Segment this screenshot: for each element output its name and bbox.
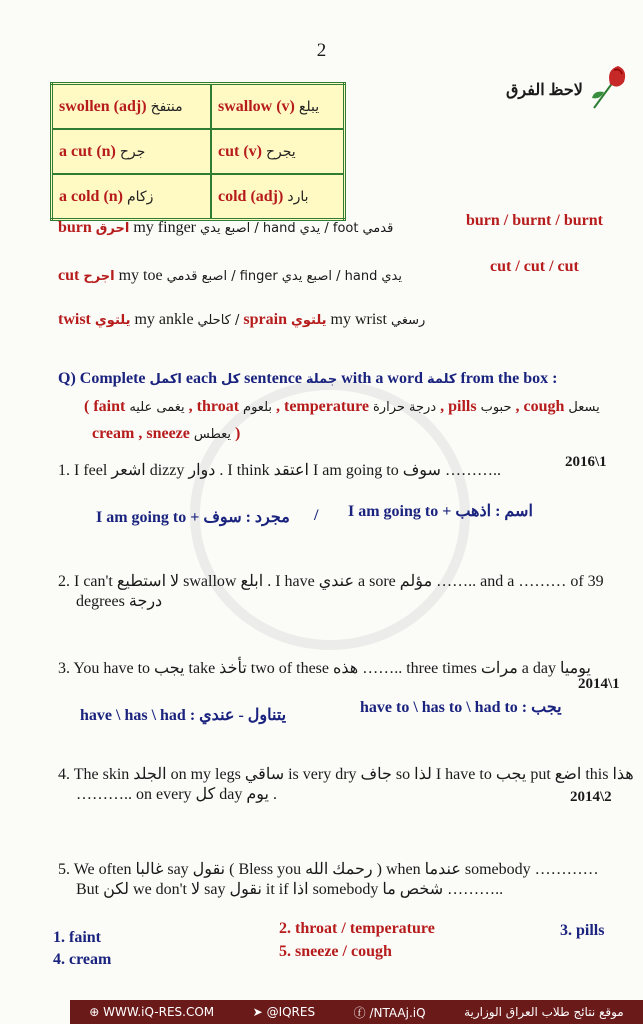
table-cell: swollen (adj) منتفخ bbox=[52, 84, 212, 130]
table-cell: cut (v) يجرح bbox=[211, 129, 345, 174]
word-box-line-2: cream , sneeze يعطس ) bbox=[92, 425, 241, 442]
note-title: لاحظ الفرق bbox=[506, 82, 583, 99]
verb-forms-cut: cut / cut / cut bbox=[490, 258, 579, 275]
table-cell: cold (adj) بارد bbox=[211, 174, 345, 220]
site-name: موقع نتائج طلاب العراق الوزارية bbox=[464, 1005, 624, 1019]
question-item-4: 4. The skin الجلد on my legs ساقي is very dry جاف so لذا I have to يجب put اضع this هذا ……….. on every كل day يوم . bbox=[58, 766, 634, 803]
difference-table bbox=[50, 82, 346, 221]
question-heading: Q) Complete اكمل each كل sentence جملة with a word كلمة from the box : bbox=[58, 370, 558, 387]
word-box-line-1: ( faint يغمى عليه , throat بلعوم , temperature درجة حرارة , pills حبوب , cough يسعل bbox=[84, 398, 600, 415]
telegram-icon: ➤ bbox=[252, 1005, 263, 1019]
telegram-link[interactable]: ➤ @IQRES bbox=[252, 1005, 316, 1019]
hint-separator: / bbox=[314, 507, 319, 524]
year-badge: 2016\1 bbox=[565, 454, 607, 470]
question-item-3: 3. You have to يجب take تأخذ two of these هذه …….. three times مرات a day يوميا bbox=[58, 660, 591, 677]
hint-a: have \ has \ had : يتناول - عندي bbox=[80, 707, 287, 724]
year-badge: 2014\2 bbox=[570, 789, 612, 805]
year-badge: 2014\1 bbox=[578, 676, 620, 692]
question-item-2: 2. I can't لا استطيع swallow ابلع . I have عندي a sore مؤلم …….. and a ……… of 39 degrees درجة bbox=[58, 573, 604, 610]
table-row bbox=[52, 129, 345, 174]
answer-3: 3. pills bbox=[560, 922, 605, 939]
answer-2: 2. throat / temperature bbox=[279, 920, 435, 937]
hint-b: I am going to + اسم : اذهب bbox=[348, 503, 533, 520]
answer-5: 5. sneeze / cough bbox=[279, 943, 392, 960]
table-cell: a cut (n) جرح bbox=[52, 129, 212, 174]
verb-line-cut: cut اجرح my toe اصبع قدمي / finger اصبع يدي / hand يدي bbox=[58, 267, 402, 284]
facebook-icon: ⓕ bbox=[353, 1005, 366, 1020]
footer-bar bbox=[70, 1000, 643, 1024]
verb-line-burn: burn احرق my finger اصبع يدي / hand يدي / foot قدمي bbox=[58, 219, 394, 236]
rose-icon bbox=[586, 58, 630, 110]
table-cell: a cold (n) زكام bbox=[52, 174, 212, 220]
verb-forms-burn: burn / burnt / burnt bbox=[466, 212, 603, 229]
answer-1: 1. faint bbox=[53, 929, 101, 946]
verb-line-twist: twist يلتوي my ankle كاحلي / sprain يلتوي my wrist رسغي bbox=[58, 311, 426, 328]
table-cell: swallow (v) يبلع bbox=[211, 84, 345, 130]
table-row bbox=[52, 174, 345, 220]
website-link[interactable]: ⊕ WWW.iQ-RES.COM bbox=[89, 1005, 215, 1019]
page-number: 2 bbox=[316, 40, 327, 61]
facebook-link[interactable]: ⓕ /NTAAj.iQ bbox=[353, 1005, 426, 1020]
table-row bbox=[52, 84, 345, 130]
question-item-5: 5. We often غالبا say نقول ( Bless you رحمك الله ) when عندما somebody ………… But لكن we don't لا say نقول it if اذا somebody شخص ما ……….. bbox=[58, 861, 599, 898]
answer-4: 4. cream bbox=[53, 951, 112, 968]
globe-icon: ⊕ bbox=[89, 1005, 100, 1019]
hint-a: I am going to + مجرد : سوف bbox=[96, 509, 290, 526]
question-item-1: 1. I feel اشعر dizzy دوار . I think اعتقد I am going to سوف ……….. bbox=[58, 462, 501, 479]
hint-b: have to \ has to \ had to : يجب bbox=[360, 699, 562, 716]
